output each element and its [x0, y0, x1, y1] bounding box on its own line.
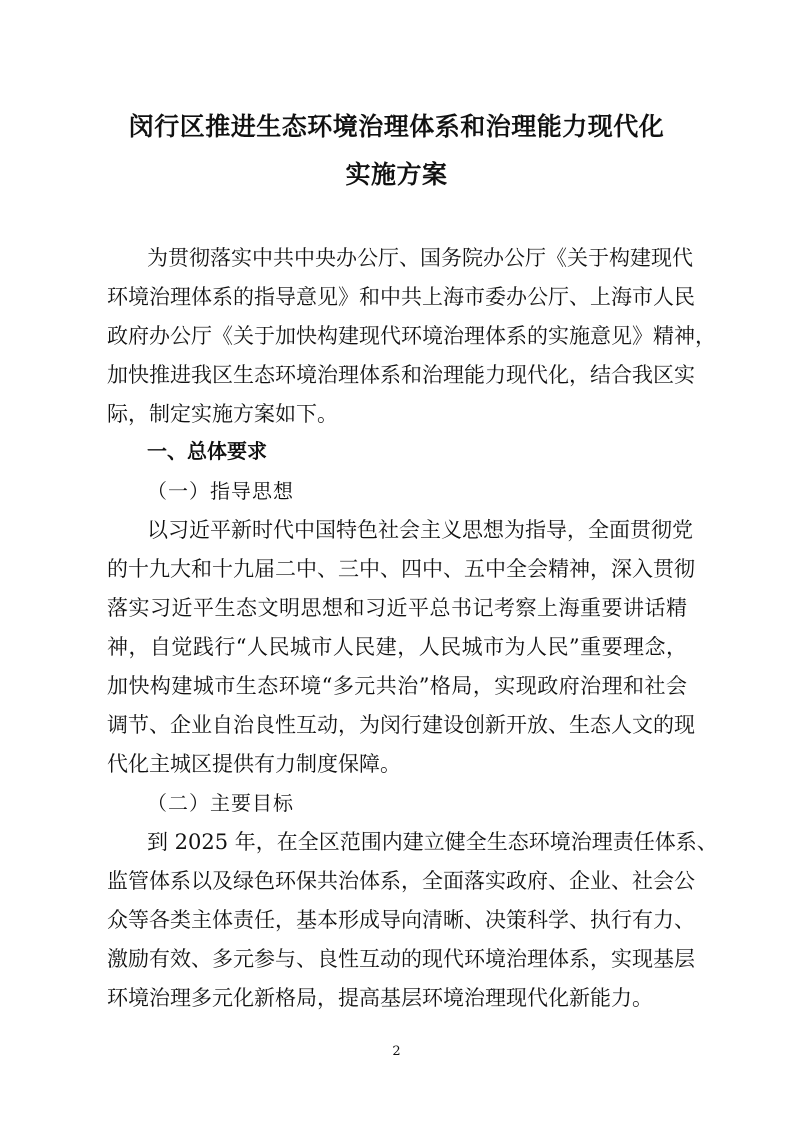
- main-goals-line: 众等各类主体责任，基本形成导向清晰、决策科学、执行有力、: [107, 908, 695, 932]
- subsection-heading: （一）指导思想: [147, 479, 294, 503]
- section-heading: 一、总体要求: [147, 439, 267, 463]
- guiding-ideology-line: 加快构建城市生态环境“多元共治”格局，实现政府治理和社会: [107, 674, 687, 698]
- main-goals-line: 监管体系以及绿色环保共治体系，全面落实政府、企业、社会公: [107, 869, 695, 893]
- main-goals-line: 激励有效、多元参与、良性互动的现代环境治理体系，实现基层: [107, 947, 695, 971]
- subsection-heading: （二）主要目标: [147, 791, 294, 815]
- main-goals-line: 环境治理多元化新格局，提高基层环境治理现代化新能力。: [107, 986, 653, 1010]
- document-title: 闵行区推进生态环境治理体系和治理能力现代化: [128, 112, 665, 141]
- intro-paragraph-line: 环境治理体系的指导意见》和中共上海市委办公厅、上海市人民: [107, 285, 695, 309]
- guiding-ideology-line: 神，自觉践行“人民城市人民建，人民城市为人民”重要理念，: [107, 635, 687, 659]
- page-number: 2: [392, 1044, 401, 1059]
- guiding-ideology-line: 的十九大和十九届二中、三中、四中、五中全会精神，深入贯彻: [107, 557, 695, 581]
- intro-paragraph-line: 政府办公厅《关于加快构建现代环境治理体系的实施意见》精神，: [107, 324, 716, 348]
- guiding-ideology-line: 以习近平新时代中国特色社会主义思想为指导，全面贯彻党: [147, 518, 693, 542]
- guiding-ideology-line: 落实习近平生态文明思想和习近平总书记考察上海重要讲话精: [107, 596, 687, 620]
- intro-paragraph-line: 加快推进我区生态环境治理体系和治理能力现代化，结合我区实: [107, 363, 695, 387]
- document-subtitle: 实施方案: [345, 160, 448, 189]
- intro-paragraph-line: 为贯彻落实中共中央办公厅、国务院办公厅《关于构建现代: [147, 246, 693, 270]
- guiding-ideology-line: 代化主城区提供有力制度保障。: [107, 752, 401, 776]
- main-goals-line: 到 2025 年，在全区范围内建立健全生态环境治理责任体系、: [147, 830, 718, 854]
- intro-paragraph-line: 际，制定实施方案如下。: [107, 402, 338, 426]
- guiding-ideology-line: 调节、企业自治良性互动，为闵行建设创新开放、生态人文的现: [107, 713, 695, 737]
